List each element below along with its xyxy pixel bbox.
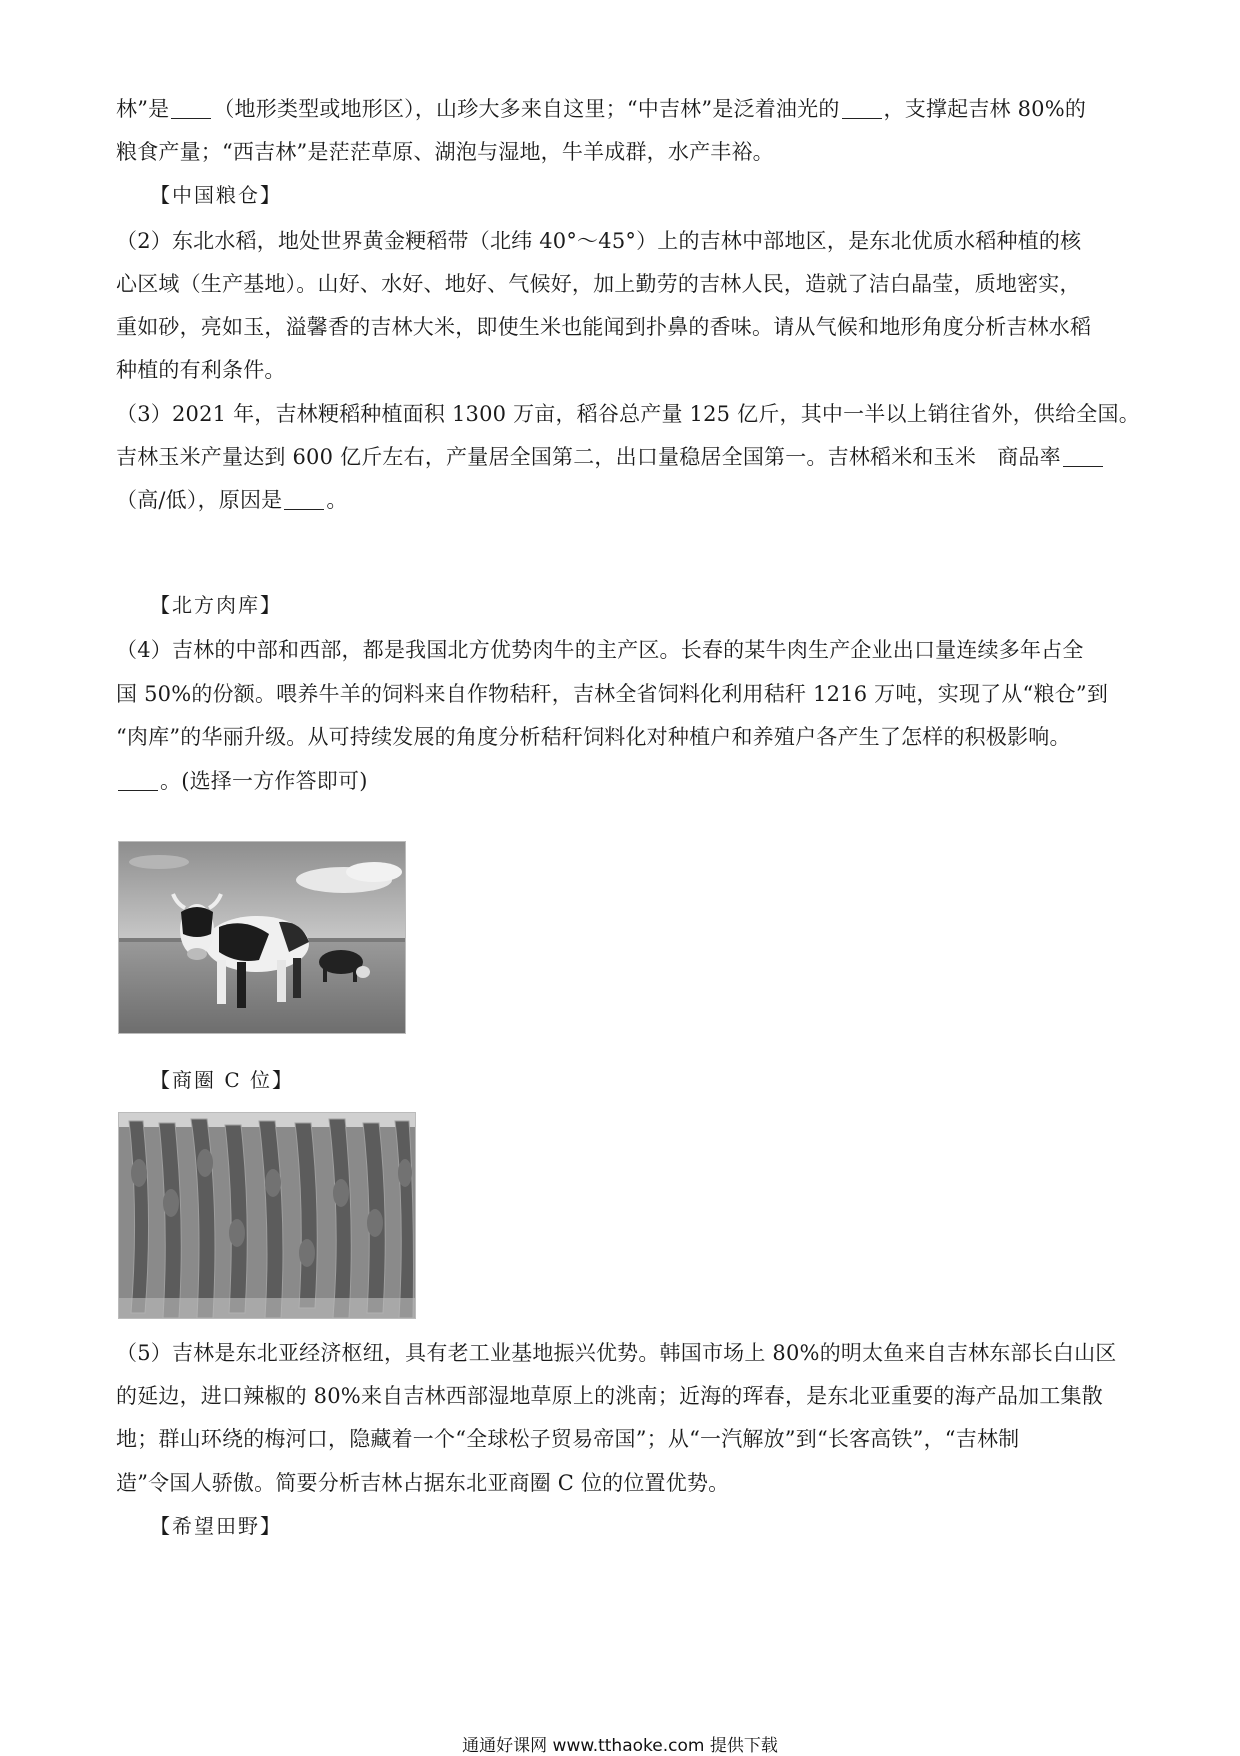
- answer-blank[interactable]: [118, 768, 158, 791]
- question-4-line: （4）吉林的中部和西部，都是我国北方优势肉牛的主产区。长春的某牛肉生产企业出口量连续多年占全: [116, 638, 1084, 662]
- question-4-line: [116, 766, 1136, 796]
- question-2-line: 种植的有利条件。: [116, 358, 286, 382]
- question-5-line: 造”令国人骄傲。简要分析吉林占据东北亚商圈 C 位的位置优势。: [116, 1471, 730, 1495]
- question-4-line: “肉库”的华丽升级。从可持续发展的角度分析秸秆饲料化对种植户和养殖户各产生了怎样的积极影响。: [116, 725, 1071, 749]
- text-span: 。(选择一方作答即可): [160, 769, 368, 793]
- text-span: 。: [326, 488, 348, 512]
- question-5-line: 地；群山环绕的梅河口，隐藏着一个“全球松子贸易帝国”；从“一汽解放”到“长客高铁”，“吉林制: [116, 1427, 1020, 1451]
- cow-photo: [118, 841, 406, 1034]
- question-2-line: （2）东北水稻，地处世界黄金粳稻带（北纬 40°～45°）上的吉林中部地区，是东北优质水稻种植的核: [116, 229, 1082, 253]
- question-3-line: [116, 442, 1136, 472]
- section-heading: 【中国粮仓】: [150, 183, 282, 207]
- chili-photo: [118, 1112, 416, 1319]
- text-span: （高/低），原因是: [116, 488, 283, 512]
- question-2-line: 重如砂，亮如玉，溢馨香的吉林大米，即使生米也能闻到扑鼻的香味。请从气候和地形角度分析吉林水稻: [116, 315, 1092, 339]
- question-3-line: （3）2021 年，吉林粳稻种植面积 1300 万亩，稻谷总产量 125 亿斤，其中一半以上销往省外，供给全国。: [116, 402, 1140, 426]
- question-2-line: 心区域（生产基地）。山好、水好、地好、气候好，加上勤劳的吉林人民，造就了洁白晶莹，质地密实，: [116, 272, 1081, 296]
- text-span: 吉林玉米产量达到 600 亿斤左右，产量居全国第二，出口量稳居全国第一。吉林稻米和玉米 商品率: [116, 445, 1061, 469]
- question-5-line: （5）吉林是东北亚经济枢纽，具有老工业基地振兴优势。韩国市场上 80%的明太鱼来自吉林东部长白山区: [116, 1341, 1117, 1365]
- question-5-line: 的延边，进口辣椒的 80%来自吉林西部湿地草原上的洮南；近海的珲春，是东北亚重要的海产品加工集散: [116, 1384, 1103, 1408]
- answer-blank[interactable]: [842, 96, 882, 119]
- answer-blank[interactable]: [1063, 444, 1103, 467]
- paragraph-line: [116, 94, 1136, 124]
- page-footer: 通通好课网 www.tthaoke.com 提供下载: [462, 1736, 778, 1756]
- text-span: 林”是: [116, 97, 170, 121]
- answer-blank[interactable]: [284, 487, 324, 510]
- paragraph-line: 粮食产量；“西吉林”是茫茫草原、湖泡与湿地，牛羊成群，水产丰裕。: [116, 140, 774, 164]
- question-4-line: 国 50%的份额。喂养牛羊的饲料来自作物秸秆，吉林全省饲料化利用秸秆 1216 万吨，实现了从“粮仓”到: [116, 682, 1109, 706]
- section-heading: 【北方肉库】: [150, 593, 282, 617]
- question-3-line: [116, 485, 1136, 515]
- section-heading: 【希望田野】: [150, 1514, 282, 1538]
- answer-blank[interactable]: [171, 96, 211, 119]
- text-span: （地形类型或地形区），山珍大多来自这里；“中吉林”是泛着油光的: [213, 97, 840, 121]
- text-span: ，支撑起吉林 80%的: [883, 97, 1087, 121]
- section-heading: 【商圈 C 位】: [150, 1068, 295, 1092]
